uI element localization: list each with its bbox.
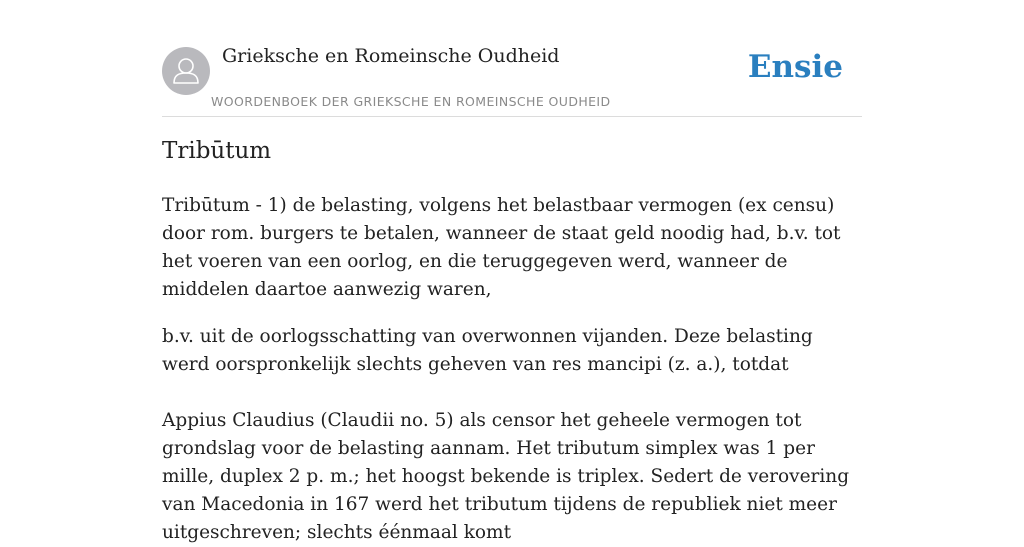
entry-paragraph: Tribūtum - 1) de belasting, volgens het belastbaar vermogen (ex censu) door rom. burgers te betalen, wanneer de staat geld noodig had, b.v. tot het voeren van een oorlog, en die teruggegeven werd, wanneer de middelen daartoe aanwezig waren, <box>162 195 841 300</box>
header <box>162 0 862 117</box>
page <box>162 0 862 543</box>
source-title[interactable]: Grieksche en Romeinsche Oudheid <box>222 45 560 67</box>
ensie-logo[interactable]: Ensie <box>747 49 843 85</box>
entry-paragraph: Appius Claudius (Claudii no. 5) als censor het geheele vermogen tot grondslag voor de belasting aannam. Het tributum simplex was 1 per mille, duplex 2 p. m.; het hoogst bekende is triplex. Sedert de verovering van Macedonia in 167 werd het tributum tijdens de republiek niet meer uitgeschreven; slechts éénmaal komt <box>162 410 850 543</box>
user-icon <box>162 47 210 95</box>
entry-title: Tribūtum <box>162 138 272 164</box>
entry-paragraph: b.v. uit de oorlogsschatting van overwonnen vijanden. Deze belasting werd oorspronkelijk slechts geheven van res mancipi (z. a.), totdat <box>162 326 813 375</box>
entry-body <box>162 192 862 547</box>
source-subtitle[interactable]: WOORDENBOEK DER GRIEKSCHE EN ROMEINSCHE OUDHEID <box>211 94 611 109</box>
source-avatar[interactable] <box>162 47 210 95</box>
